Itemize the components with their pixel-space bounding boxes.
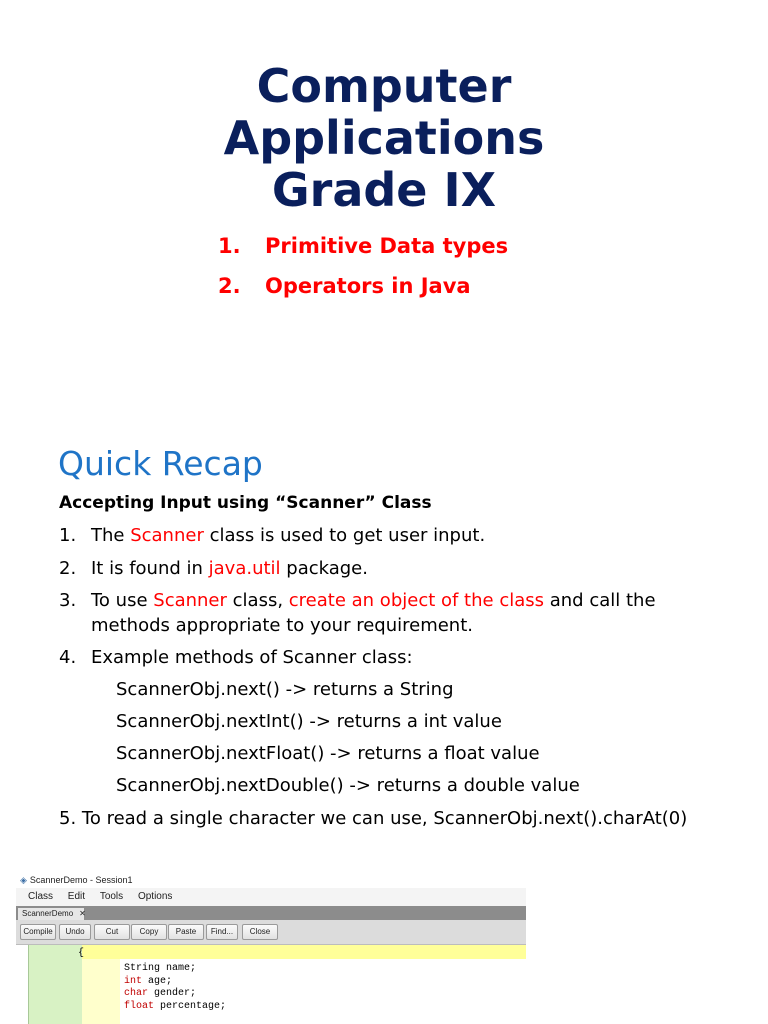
code-keyword: char	[124, 988, 149, 999]
item-number: 3.	[59, 590, 77, 611]
topic-text: Primitive Data types	[265, 234, 509, 258]
gutter-divider	[28, 945, 29, 1024]
method-example: ScannerObj.next() -> returns a String	[116, 679, 454, 700]
title-line-1: Computer	[256, 59, 512, 113]
title-line-3: Grade IX	[271, 163, 497, 217]
menu-edit[interactable]: Edit	[67, 891, 86, 902]
item-text: To use	[91, 590, 154, 611]
app-icon: ◈	[20, 875, 27, 885]
ide-title-bar	[16, 872, 526, 888]
paste-button[interactable]: Paste	[168, 924, 204, 940]
recap-subheading: Accepting Input using “Scanner” Class	[59, 493, 432, 513]
ide-menu-bar	[16, 888, 526, 906]
code-text: age;	[142, 975, 173, 987]
code-lines	[124, 963, 226, 1013]
method-example: ScannerObj.nextDouble() -> returns a double value	[116, 775, 580, 796]
cut-button[interactable]: Cut	[94, 924, 130, 940]
code-brace: {	[78, 948, 85, 959]
scope-header	[82, 945, 526, 959]
item-number: 4.	[59, 647, 77, 668]
method-example: ScannerObj.nextFloat() -> returns a float value	[116, 743, 540, 764]
recap-item-3	[59, 590, 656, 611]
topic-number: 2.	[218, 274, 241, 298]
compile-button[interactable]: Compile	[20, 924, 56, 940]
highlight-text: Scanner	[153, 590, 227, 611]
recap-item-5: 5. To read a single character we can use, ScannerObj.next().charAt(0)	[59, 808, 688, 829]
highlight-text: create an object of the class	[288, 590, 545, 611]
menu-class[interactable]: Class	[28, 891, 54, 902]
menu-options[interactable]: Options	[137, 891, 173, 902]
title-line-2: Applications	[223, 111, 545, 165]
topic-item	[218, 230, 508, 270]
tab-label: ScannerDemo	[22, 909, 74, 918]
ide-toolbar	[16, 920, 526, 945]
close-button[interactable]: Close	[242, 924, 278, 940]
item-text: package.	[280, 558, 368, 579]
code-keyword: int	[124, 975, 143, 987]
close-icon[interactable]: ✕	[79, 909, 86, 918]
method-example: ScannerObj.nextInt() -> returns a int value	[116, 711, 502, 732]
recap-item-1	[59, 525, 485, 546]
tab-scannerdemo[interactable]	[18, 908, 84, 920]
code-line	[124, 976, 226, 989]
copy-button[interactable]: Copy	[131, 924, 167, 940]
item-text: and call the	[544, 590, 656, 611]
code-keyword: float	[124, 1000, 155, 1012]
topic-item	[218, 270, 508, 310]
line-gutter	[28, 945, 85, 1024]
item-text: class is used to get user input.	[203, 525, 486, 546]
recap-item-3-continuation: methods appropriate to your requirement.	[91, 615, 473, 636]
topic-list	[218, 230, 508, 310]
topic-number: 1.	[218, 234, 241, 258]
item-text: Example methods of Scanner class:	[91, 647, 413, 668]
highlight-text: Scanner	[130, 525, 204, 546]
item-number: 2.	[59, 558, 77, 579]
ide-screenshot	[16, 872, 526, 1024]
item-text: class,	[226, 590, 289, 611]
menu-tools[interactable]: Tools	[99, 891, 124, 902]
code-line	[124, 988, 226, 1001]
undo-button[interactable]: Undo	[59, 924, 91, 940]
highlight-text: java.util	[208, 558, 281, 579]
topic-text: Operators in Java	[265, 274, 471, 298]
ide-window-title: ScannerDemo - Session1	[29, 875, 133, 885]
code-text: String name;	[124, 963, 197, 974]
slide-title	[0, 60, 768, 216]
ide-tab-strip	[16, 906, 526, 920]
recap-item-4	[59, 647, 413, 668]
code-editor[interactable]	[16, 945, 526, 1024]
item-text: The	[91, 525, 131, 546]
code-line	[124, 1001, 226, 1014]
code-line	[124, 963, 226, 976]
find-button[interactable]: Find...	[206, 924, 238, 940]
recap-item-2	[59, 558, 368, 579]
item-text: It is found in	[91, 558, 209, 579]
recap-heading: Quick Recap	[58, 444, 263, 483]
code-text: percentage;	[154, 1000, 227, 1012]
code-text: gender;	[148, 988, 197, 999]
item-number: 1.	[59, 525, 77, 546]
